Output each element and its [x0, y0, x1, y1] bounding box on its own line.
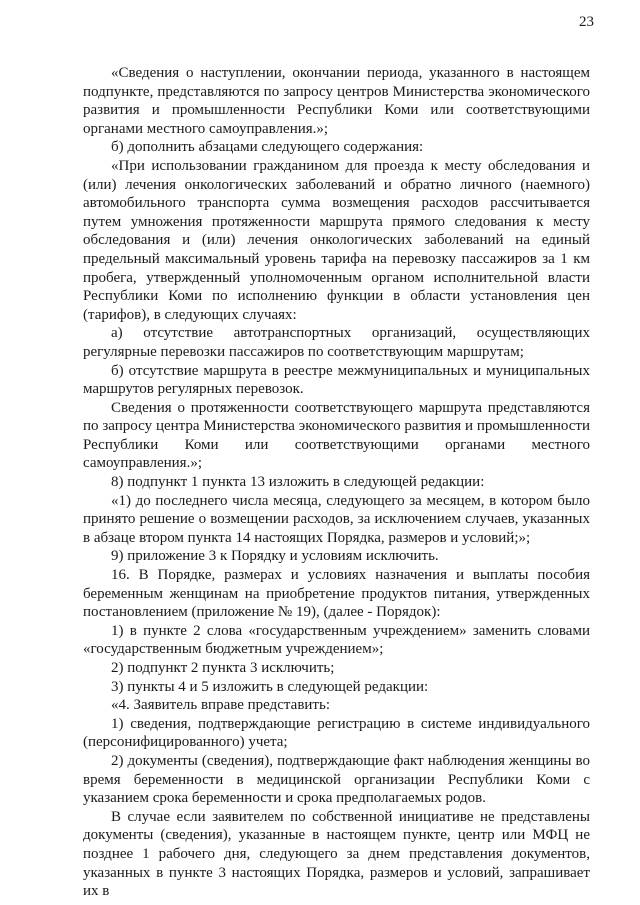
- paragraph: 3) пункты 4 и 5 изложить в следующей редакции:: [111, 678, 429, 695]
- paragraph: б) дополнить абзацами следующего содержания:: [111, 139, 424, 156]
- paragraph: б) отсутствие маршрута в реестре межмуниципальных и муниципальных маршрутов регулярных перевозок.: [83, 362, 590, 398]
- document-body: [83, 64, 590, 901]
- paragraph: а) отсутствие автотранспортных организаций, осуществляющих регулярные перевозки пассажиров по соответствующим маршрутам;: [83, 325, 590, 360]
- page-number: 23: [579, 14, 594, 30]
- paragraph: В случае если заявителем по собственной инициативе не представлены документы (сведения), указанные в настоящем пункте, центр или МФЦ не позднее 1 рабочего дня, следующего за днем представления документов, указанных в пункте 3 настоящих Порядка, размеров и условий, запрашивает их в: [83, 808, 590, 900]
- paragraph: 8) подпункт 1 пункта 13 изложить в следующей редакции:: [111, 474, 485, 491]
- paragraph: «Сведения о наступлении, окончании периода, указанного в настоящем подпункте, представляются по запросу центров Министерства экономического развития и промышленности Республики Коми или соответствующими органами местного самоуправления.»;: [83, 65, 590, 137]
- paragraph: 2) документы (сведения), подтверждающие факт наблюдения женщины во время беременности в медицинской организации Республики Коми с указанием срока беременности и срока предполагаемых родов.: [83, 752, 590, 807]
- paragraph: 1) сведения, подтверждающие регистрацию в системе индивидуального (персонифицированного) учета;: [83, 715, 590, 751]
- paragraph: «При использовании гражданином для проезда к месту обследования и (или) лечения онкологических заболеваний и обратно личного (наемного) автомобильного транспорта сумма возмещения расходов рассчитывается путем умножения протяженности маршрута прямого следования к месту обследования и (или) лечения онкологических заболеваний на единый предельный максимальный уровень тарифа на перевозку пассажиров за 1 км пробега, утвержденный уполномоченным органом исполнительной власти Республики Коми по исполнению функции в области установления цен (тарифов), в следующих случаях:: [83, 157, 590, 323]
- paragraph: 1) в пункте 2 слова «государственным учреждением» заменить словами «государственным бюджетным учреждением»;: [83, 622, 590, 658]
- paragraph: «1) до последнего числа месяца, следующего за месяцем, в котором было принято решение о возмещении расходов, за исключением случаев, указанных в абзаце втором пункта 14 настоящих Порядка, размеров и условий;»;: [83, 492, 590, 546]
- paragraph: 16. В Порядке, размерах и условиях назначения и выплаты пособия беременным женщинам на приобретение продуктов питания, утвержденных постановлением (приложение № 19), (далее - Порядок):: [83, 567, 590, 621]
- paragraph: 9) приложение 3 к Порядку и условиям исключить.: [111, 548, 439, 565]
- paragraph: «4. Заявитель вправе представить:: [111, 697, 330, 714]
- paragraph: Сведения о протяженности соответствующего маршрута представляются по запросу центра Министерства экономического развития и промышленности Республики Коми или соответствующими органами местного самоуправления.»;: [83, 399, 590, 472]
- paragraph: 2) подпункт 2 пункта 3 исключить;: [111, 660, 335, 676]
